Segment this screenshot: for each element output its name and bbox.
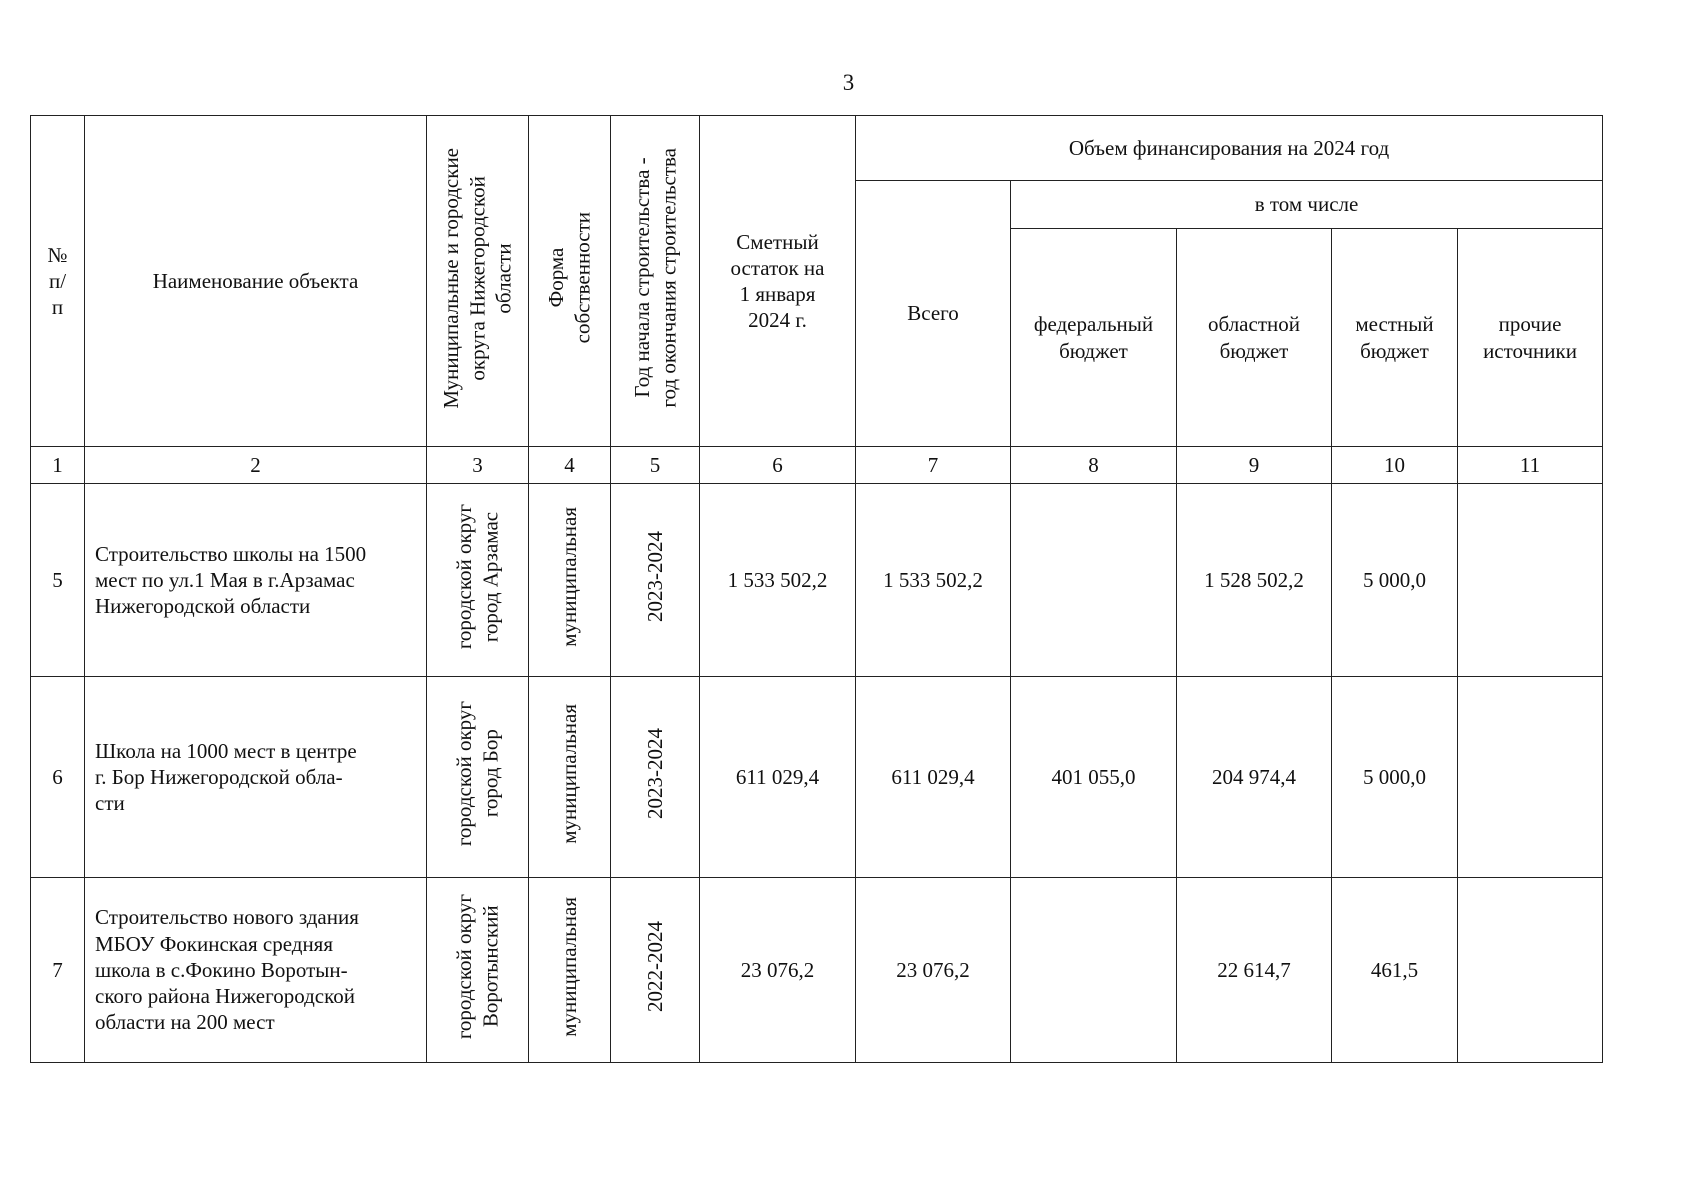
- regional-budget: 1 528 502,2: [1177, 484, 1332, 677]
- construction-years: 2023-2024: [611, 484, 700, 677]
- local-budget: 5 000,0: [1332, 484, 1458, 677]
- column-number: 4: [529, 447, 611, 484]
- other-sources: [1458, 878, 1603, 1063]
- regional-budget: 22 614,7: [1177, 878, 1332, 1063]
- ownership: муниципальная: [529, 677, 611, 878]
- federal-budget: 401 055,0: [1011, 677, 1177, 878]
- column-number: 10: [1332, 447, 1458, 484]
- page-number: 3: [842, 70, 855, 95]
- row-num: 7: [31, 878, 85, 1063]
- ownership: муниципальная: [529, 878, 611, 1063]
- table-row: [31, 484, 1603, 677]
- object-name: Строительство нового здания МБОУ Фокинская средняя школа в с.Фокино Воротын- ского района Нижегородской области на 200 мест: [85, 878, 427, 1063]
- header-col-regional: областной бюджет: [1177, 229, 1332, 447]
- table-row: [31, 878, 1603, 1063]
- header-col-federal: федеральный бюджет: [1011, 229, 1177, 447]
- column-number: 3: [427, 447, 529, 484]
- header-including: в том числе: [1011, 181, 1603, 229]
- column-number: 2: [85, 447, 427, 484]
- column-number: 7: [856, 447, 1011, 484]
- row-num: 5: [31, 484, 85, 677]
- estimated-balance: 23 076,2: [700, 878, 856, 1063]
- local-budget: 5 000,0: [1332, 677, 1458, 878]
- regional-budget: 204 974,4: [1177, 677, 1332, 878]
- estimated-balance: 1 533 502,2: [700, 484, 856, 677]
- table-row: [31, 677, 1603, 878]
- column-number: 11: [1458, 447, 1603, 484]
- header-funding-group: Объем финансирования на 2024 год: [856, 116, 1603, 181]
- header-col-other: прочие источники: [1458, 229, 1603, 447]
- estimated-balance: 611 029,4: [700, 677, 856, 878]
- header-col-municipality: Муниципальные и городские округа Нижегородской области: [427, 116, 529, 447]
- funding-total: 611 029,4: [856, 677, 1011, 878]
- ownership: муниципальная: [529, 484, 611, 677]
- other-sources: [1458, 677, 1603, 878]
- construction-years: 2022-2024: [611, 878, 700, 1063]
- header-col-name: Наименование объекта: [85, 116, 427, 447]
- municipality: городской округ город Бор: [427, 677, 529, 878]
- column-number: 5: [611, 447, 700, 484]
- row-num: 6: [31, 677, 85, 878]
- header-row-1: [31, 116, 1603, 181]
- municipality: городской округ Воротынский: [427, 878, 529, 1063]
- object-name: Школа на 1000 мест в центре г. Бор Нижегородской обла- сти: [85, 677, 427, 878]
- header-col-num: № п/ п: [31, 116, 85, 447]
- municipality: городской округ город Арзамас: [427, 484, 529, 677]
- column-number: 8: [1011, 447, 1177, 484]
- funding-table: [30, 115, 1603, 1063]
- funding-total: 23 076,2: [856, 878, 1011, 1063]
- column-number: 9: [1177, 447, 1332, 484]
- local-budget: 461,5: [1332, 878, 1458, 1063]
- header-col-total: Всего: [856, 181, 1011, 447]
- header-col-ownership: Форма собственности: [529, 116, 611, 447]
- funding-total: 1 533 502,2: [856, 484, 1011, 677]
- header-col-local: местный бюджет: [1332, 229, 1458, 447]
- other-sources: [1458, 484, 1603, 677]
- header-col-balance: Сметный остаток на 1 января 2024 г.: [700, 116, 856, 447]
- federal-budget: [1011, 878, 1177, 1063]
- column-number: 6: [700, 447, 856, 484]
- object-name: Строительство школы на 1500 мест по ул.1 Мая в г.Арзамас Нижегородской области: [85, 484, 427, 677]
- construction-years: 2023-2024: [611, 677, 700, 878]
- federal-budget: [1011, 484, 1177, 677]
- column-number-row: [31, 447, 1603, 484]
- column-number: 1: [31, 447, 85, 484]
- header-col-years: Год начала строительства - год окончания строительства: [611, 116, 700, 447]
